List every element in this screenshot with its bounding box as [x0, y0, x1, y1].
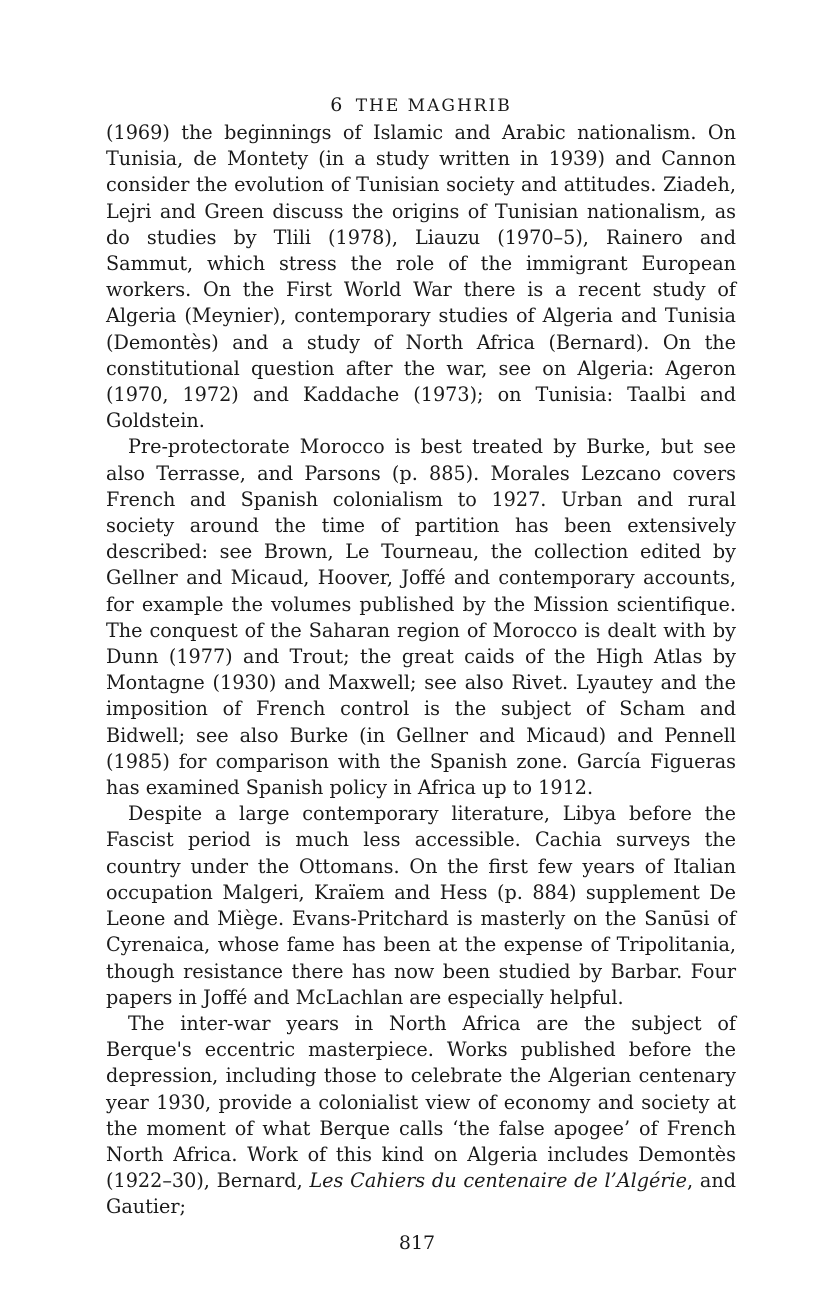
italic-title: Les Cahiers du centenaire de l’Algérie: [309, 1169, 688, 1193]
paragraph-text: The inter-war years in North Africa are the subject of Berque's eccentric masterpiece. Works published before the depression, including those to celebrate the Algerian centenary year 1930, provide a colonialist view of economy and society at the moment of what Berque calls ‘the false apogee’ of French North Africa. Work of this kind on Algeria includes Demontès (1922–30), Bernard,: [106, 1011, 736, 1193]
header-title: THE MAGHRIB: [355, 96, 512, 116]
running-head: [106, 90, 736, 120]
body-text: [106, 120, 736, 1221]
paragraph: [106, 120, 736, 434]
folio: 817: [398, 1232, 436, 1254]
paragraph: [106, 801, 736, 1011]
paragraph-text: Pre-protectorate Morocco is best treated by Burke, but see also Terrasse, and Parsons (p. 885). Morales Lezcano covers French and Spanish colonialism to 1927. Urban and rural society around the time of partition has been extensively described: see Brown, Le Tourneau, the collection edited by Gellner and Micaud, Hoover, Joffé and contemporary accounts, for example the volumes published by the Mission scientifique. The conquest of the Saharan region of Morocco is dealt with by Dunn (1977) and Trout; the great caids of the High Atlas by Montagne (1930) and Maxwell; see also Rivet. Lyautey and the imposition of French control is the subject of Scham and Bidwell; see also Burke (in Gellner and Micaud) and Pennell (1985) for comparison with the Spanish zone. García Figueras has examined Spanish policy in Africa up to 1912.: [106, 435, 736, 800]
paragraph: [106, 1011, 736, 1221]
paragraph-text: , and Gautier;: [106, 1169, 736, 1219]
page-content: [106, 90, 736, 1221]
paragraph-text: Despite a large contemporary literature, Libya before the Fascist period is much less accessible. Cachia surveys the country under the Ottomans. On the first few years of Italian occupation Malgeri, Kraïem and Hess (p. 884) supplement De Leone and Miège. Evans-Pritchard is masterly on the Sanūsi of Cyrenaica, whose fame has been at the expense of Tripolitania, though resistance there has now been studied by Barbar. Four papers in Joffé and McLachlan are especially helpful.: [106, 802, 736, 1009]
paragraph-text: (1969) the beginnings of Islamic and Arabic nationalism. On Tunisia, de Montety (in a study written in 1939) and Cannon consider the evolution of Tunisian society and attitudes. Ziadeh, Lejri and Green discuss the origins of Tunisian nationalism, as do studies by Tlili (1978), Liauzu (1970–5), Rainero and Sammut, which stress the role of the immigrant European workers. On the First World War there is a recent study of Algeria (Meynier), contemporary studies of Algeria and Tunisia (Demontès) and a study of North Africa (Bernard). On the constitutional question after the war, see on Algeria: Ageron (1970, 1972) and Kaddache (1973); on Tunisia: Taalbi and Goldstein.: [106, 121, 736, 433]
paragraph: [106, 434, 736, 801]
header-page-number: 6: [330, 94, 343, 116]
